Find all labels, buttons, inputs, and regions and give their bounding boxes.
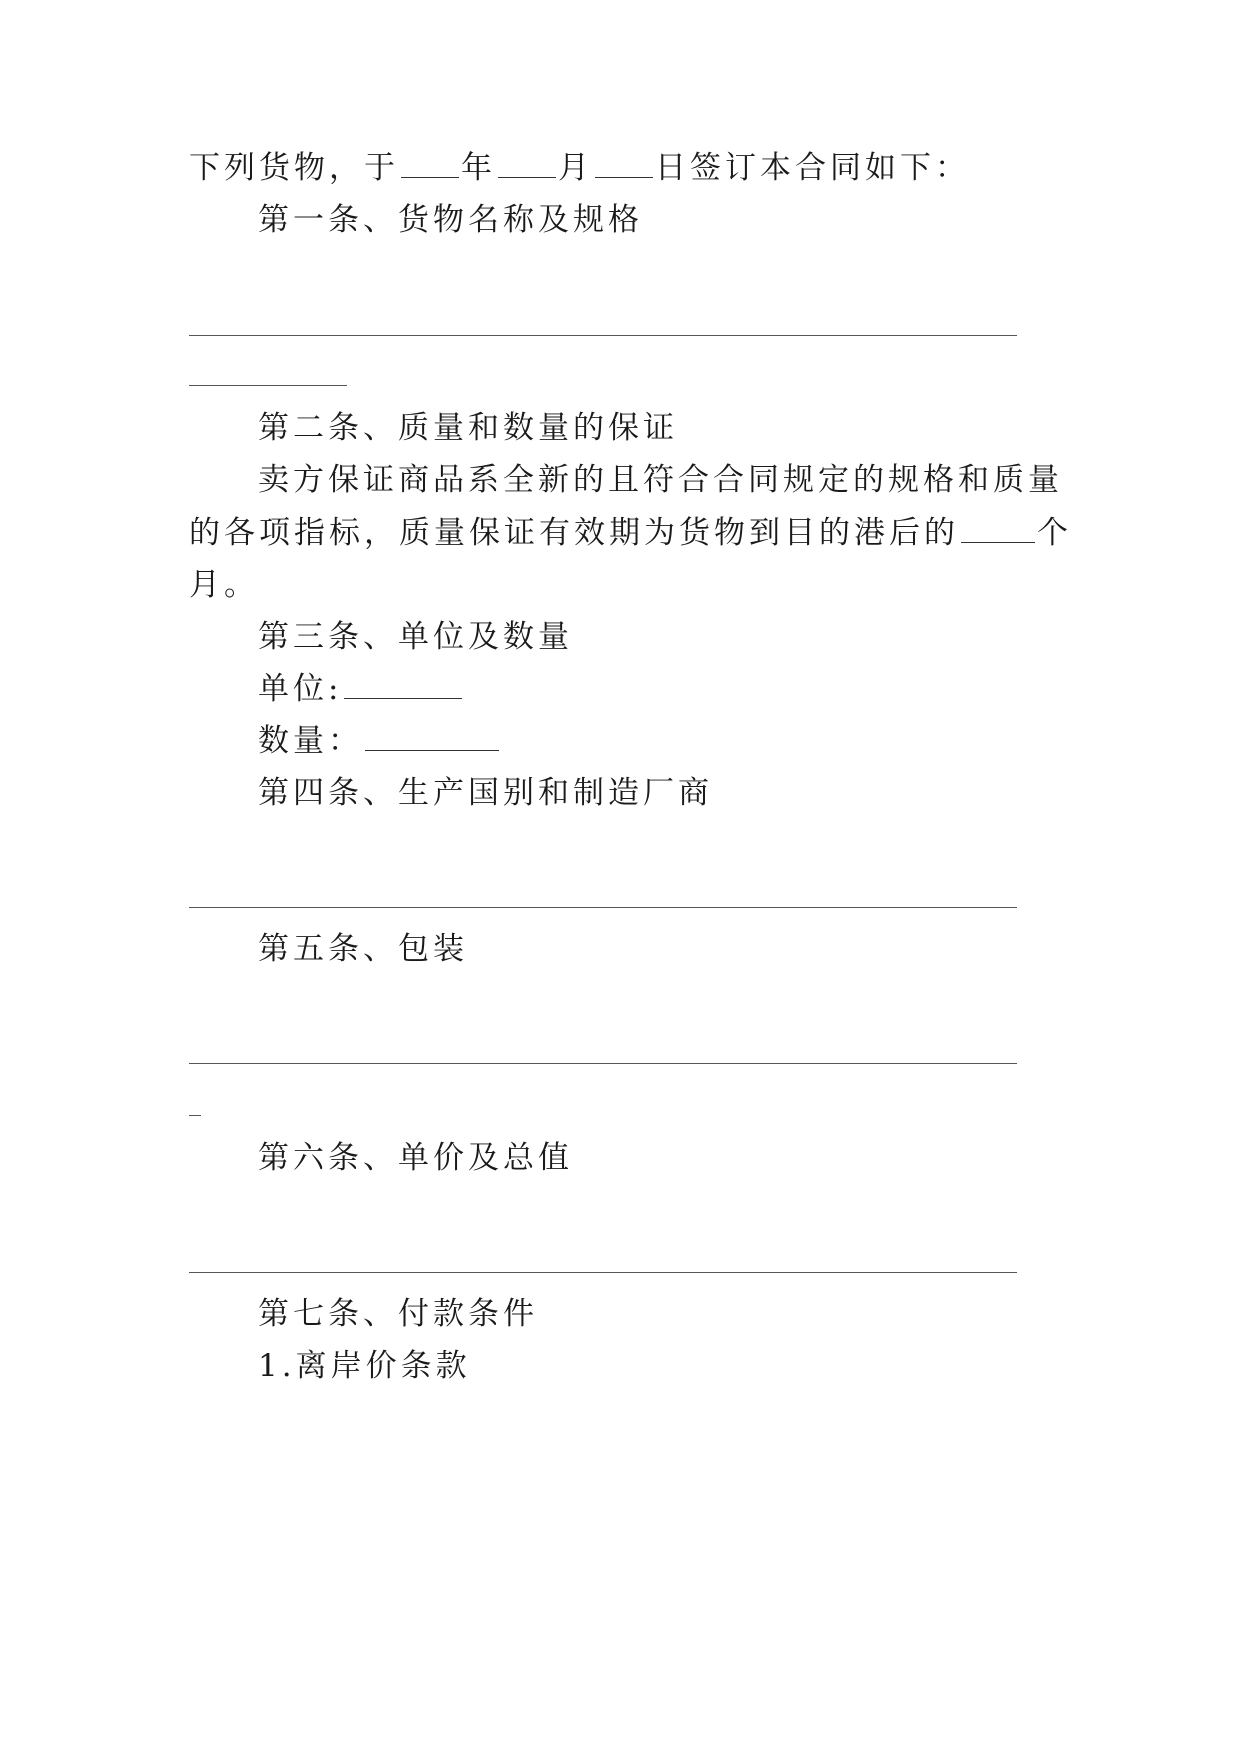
quantity-label: 数量： bbox=[258, 723, 363, 759]
quantity-blank[interactable] bbox=[365, 724, 499, 751]
contract-intro-line bbox=[189, 148, 970, 188]
article2-paragraph-line3: 月。 bbox=[189, 567, 259, 603]
unit-field-row bbox=[258, 669, 464, 709]
article5-title: 第五条、包装 bbox=[258, 931, 468, 967]
article2-paragraph-line1: 卖方保证商品系全新的且符合合同规定的规格和质量 bbox=[258, 462, 1063, 498]
warranty-months-blank[interactable] bbox=[961, 516, 1035, 543]
article6-title: 第六条、单价及总值 bbox=[258, 1140, 573, 1176]
intro-text-goods: 下列货物，于 bbox=[189, 150, 399, 186]
article7-title: 第七条、付款条件 bbox=[258, 1296, 538, 1332]
year-blank[interactable] bbox=[401, 151, 459, 178]
article2-paragraph-line2 bbox=[189, 513, 1072, 553]
article1-fill-line-continued[interactable] bbox=[189, 385, 347, 386]
article5-fill-line[interactable] bbox=[189, 1063, 1017, 1064]
article4-fill-line[interactable] bbox=[189, 907, 1017, 908]
quantity-field-row bbox=[258, 721, 501, 761]
intro-text-year: 年 bbox=[461, 150, 496, 186]
unit-label: 单位: bbox=[258, 671, 343, 707]
intro-text-month: 月 bbox=[558, 150, 593, 186]
intro-text-day: 日签订本合同如下： bbox=[655, 150, 970, 186]
warranty-text: 的各项指标，质量保证有效期为货物到目的港后的 bbox=[189, 515, 959, 551]
unit-blank[interactable] bbox=[344, 672, 462, 699]
article3-title: 第三条、单位及数量 bbox=[258, 619, 573, 655]
article4-title: 第四条、生产国别和制造厂商 bbox=[258, 775, 713, 811]
article1-title: 第一条、货物名称及规格 bbox=[258, 202, 643, 238]
article1-fill-line[interactable] bbox=[189, 335, 1017, 336]
day-blank[interactable] bbox=[595, 151, 653, 178]
article6-fill-line[interactable] bbox=[189, 1272, 1017, 1273]
article5-fill-line-continued[interactable] bbox=[189, 1115, 201, 1116]
month-blank[interactable] bbox=[498, 151, 556, 178]
article7-item1: 1.离岸价条款 bbox=[258, 1348, 471, 1384]
article2-title: 第二条、质量和数量的保证 bbox=[258, 410, 678, 446]
warranty-unit-text: 个 bbox=[1037, 515, 1072, 551]
